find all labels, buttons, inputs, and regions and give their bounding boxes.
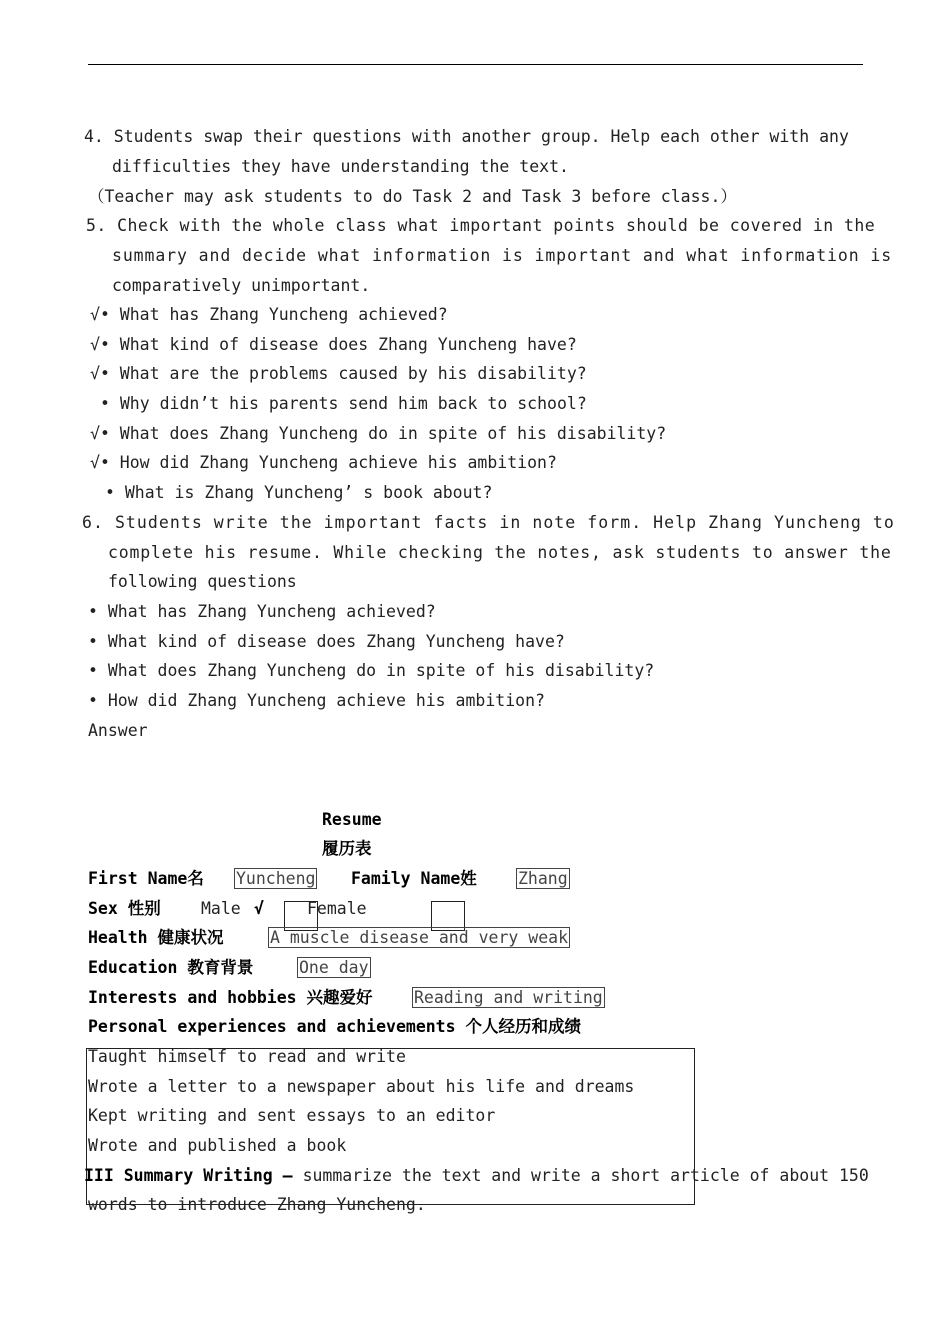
family-name-field [516,868,570,890]
question-item: • How did Zhang Yuncheng achieve his ambition? [88,691,545,710]
step6-line2: complete his resume. While checking the notes, ask students to answer the [108,543,892,562]
question-item: • What kind of disease does Zhang Yuncheng have? [88,632,565,651]
step5-line3: comparatively unimportant. [112,276,371,295]
checklist-text: • What does Zhang Yuncheng do in spite of his disability? [99,424,667,443]
health-label: Health 健康状况 [88,928,224,947]
family-name-value: Zhang [518,869,568,888]
summary-instruction: summarize the text and write a short article of about 150 [302,1166,869,1185]
male-label: Male [201,899,241,918]
first-name-label: First Name名 [88,869,204,888]
interests-field [412,987,605,1009]
experience-item: Taught himself to read and write [88,1047,406,1066]
step5-line2: summary and decide what information is important and what information is [112,246,893,265]
experience-label: Personal experiences and achievements 个人经历和成绩 [88,1017,581,1036]
check-mark-icon: √ [90,364,100,383]
checklist-item [105,482,492,504]
experience-item: Wrote and published a book [88,1136,347,1155]
check-mark-icon: √ [90,424,100,443]
checklist-text: • What are the problems caused by his disability? [99,364,587,383]
first-name-value: Yuncheng [236,869,316,888]
resume-title-cn: 履历表 [322,839,372,858]
checklist-item [100,393,587,415]
checklist-item [90,334,577,356]
check-mark-icon: √ [90,453,100,472]
question-item: • What does Zhang Yuncheng do in spite of his disability? [88,661,655,680]
first-name-field [234,868,317,890]
checklist-text: • What kind of disease does Zhang Yuncheng have? [99,335,577,354]
checklist-item [90,363,587,385]
question-item: • What has Zhang Yuncheng achieved? [88,602,436,621]
education-value: One day [299,958,369,977]
step6-line3: following questions [108,572,297,591]
checklist-text: • How did Zhang Yuncheng achieve his ambition? [99,453,557,472]
female-label: Female [307,899,367,918]
checklist-item [90,423,666,445]
check-mark-icon: √ [90,335,100,354]
step4-line1-text: 4. Students swap their questions with another group. Help each other with any [84,127,849,146]
sex-label: Sex 性别 [88,899,161,918]
teacher-note: （Teacher may ask students to do Task 2 and Task 3 before class.） [88,187,737,206]
experience-item: Wrote a letter to a newspaper about his life and dreams [88,1077,635,1096]
answer-label: Answer [88,721,148,740]
summary-heading: III Summary Writing — [84,1166,293,1185]
checklist-text: • Why didn’t his parents send him back to school? [100,394,587,413]
education-field [297,957,371,979]
summary-line2: words to introduce Zhang Yuncheng. [88,1195,426,1214]
male-check-icon: √ [254,899,264,918]
checklist-text: • What has Zhang Yuncheng achieved? [99,305,448,324]
header-rule [88,64,863,65]
health-value: A muscle disease and very weak [270,928,569,947]
interests-label: Interests and hobbies 兴趣爱好 [88,988,373,1007]
step4-line1 [84,126,863,148]
step4-line2: difficulties they have understanding the text. [112,157,569,176]
step6-line1: 6. Students write the important facts in note form. Help Zhang Yuncheng to [82,513,895,532]
summary-line1 [84,1165,869,1187]
resume-title: Resume [322,810,382,829]
checklist-item [90,304,448,326]
health-field [268,927,570,949]
check-mark-icon: √ [90,305,100,324]
experience-item: Kept writing and sent essays to an editor [88,1106,496,1125]
checklist-item [90,452,557,474]
checklist-text: • What is Zhang Yuncheng’ s book about? [105,483,493,502]
education-label: Education 教育背景 [88,958,254,977]
family-name-label: Family Name姓 [351,869,477,888]
step5-line1: 5. Check with the whole class what important points should be covered in the [86,216,876,235]
interests-value: Reading and writing [414,988,603,1007]
